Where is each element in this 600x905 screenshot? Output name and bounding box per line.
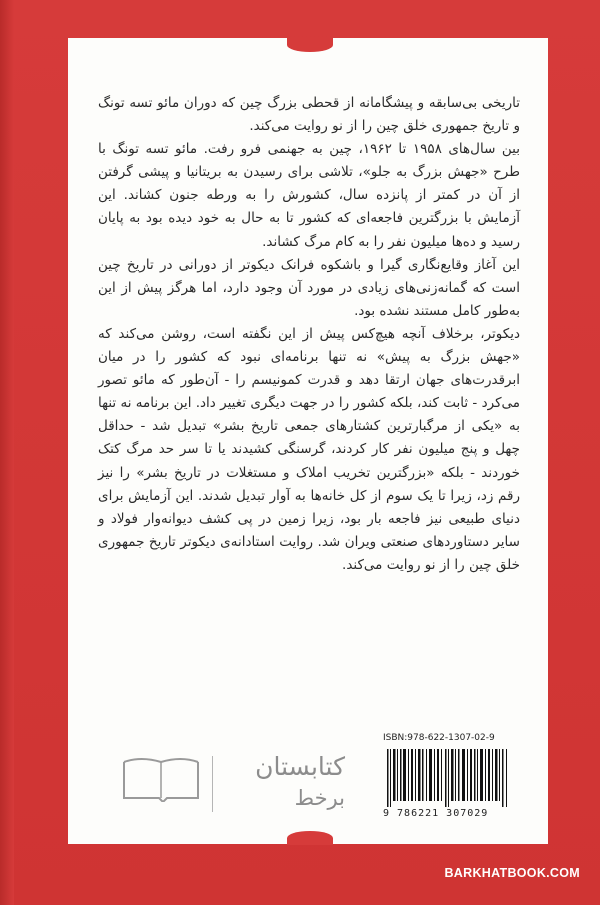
blurb-paragraph-1: تاریخی بی‌سابقه و پیشگامانه از قحطی بزرگ چین که دوران مائو تسه تونگ و تاریخ جمهوری خلق چین را از نو روایت می‌کند. bbox=[98, 95, 520, 135]
isbn-label: ISBN:978-622-1307-02-9 bbox=[383, 733, 495, 743]
blurb-paragraph-3: این آغاز وقایع‌نگاری گیرا و باشکوه فرانک دیکوتر از دورانی در تاریخ چین است که گمانه‌زنی‌های زیادی در مورد آن وجود دارد، اما هرگز پیش از این به‌طور کامل مستند نشده بود. bbox=[98, 256, 520, 319]
publisher-name-line1: کتابستان bbox=[255, 752, 345, 781]
logo-divider bbox=[212, 756, 213, 812]
publisher-logo bbox=[121, 752, 346, 824]
page-fold-top bbox=[287, 38, 333, 52]
website-url[interactable]: BARKHATBOOK.COM bbox=[444, 866, 580, 880]
cover-spine-edge bbox=[0, 0, 14, 905]
blurb-paragraph-2: بین سال‌های ۱۹۵۸ تا ۱۹۶۲، چین به جهنمی فرو رفت. مائو تسه تونگ با طرح «جهش بزرگ به جلو»، تلاشی برای رسیدن به بریتانیا و پیشی گرفتن از آن در کمتر از پانزده سال، کشورش را به ورطه جنون کشاند. این آزمایش با بزرگترین فاجعه‌ای که کشور تا به حال به خود دیده بود به پایان رسید و ده‌ها میلیون نفر را به کام مرگ کشاند. bbox=[98, 141, 520, 250]
page-fold-bottom bbox=[287, 831, 333, 845]
barcode-digits: 9 786221 307029 bbox=[383, 808, 489, 819]
open-book-icon bbox=[121, 752, 201, 802]
blurb-text bbox=[98, 92, 520, 577]
blurb-paragraph-4: دیکوتر، برخلاف آنچه هیچ‌کس پیش از این نگفته است، روشن می‌کند که «جهش بزرگ به پیش» نه تنها برنامه‌ای نبود که کشور را در میان ابرقدرت‌های جهان ارتقا دهد و قدرت کمونیسم را - آن‌طور که مائو تصور می‌کرد - ثابت کند، بلکه کشور را در جهت دیگری تغییر داد. این برنامه نه تنها به «یکی از مرگبارترین کشتارهای جمعی تاریخ بشر» تبدیل شد - حداقل چهل و پنج میلیون نفر کار کردند، گرسنگی کشیدند یا تا سر حد مرگ کتک خوردند - بلکه «بزرگترین تخریب املاک و مستغلات در تاریخ بشر» را نیز رقم زد، زیرا تا یک سوم از کل خانه‌ها به آوار تبدیل شدند. این آزمایش برای دنیای طبیعی نیز فاجعه بار بود، زیرا زمین در پی کشف دیوانه‌وار فولاد و سایر دستاوردهای صنعتی ویران شد. روایت استادانه‌ی دیکوتر تاریخ جمهوری خلق چین را از نو روایت می‌کند. bbox=[98, 325, 520, 573]
publisher-name-line2: برخط bbox=[294, 786, 345, 810]
barcode-panel bbox=[383, 733, 513, 825]
barcode-graphic bbox=[385, 749, 511, 807]
